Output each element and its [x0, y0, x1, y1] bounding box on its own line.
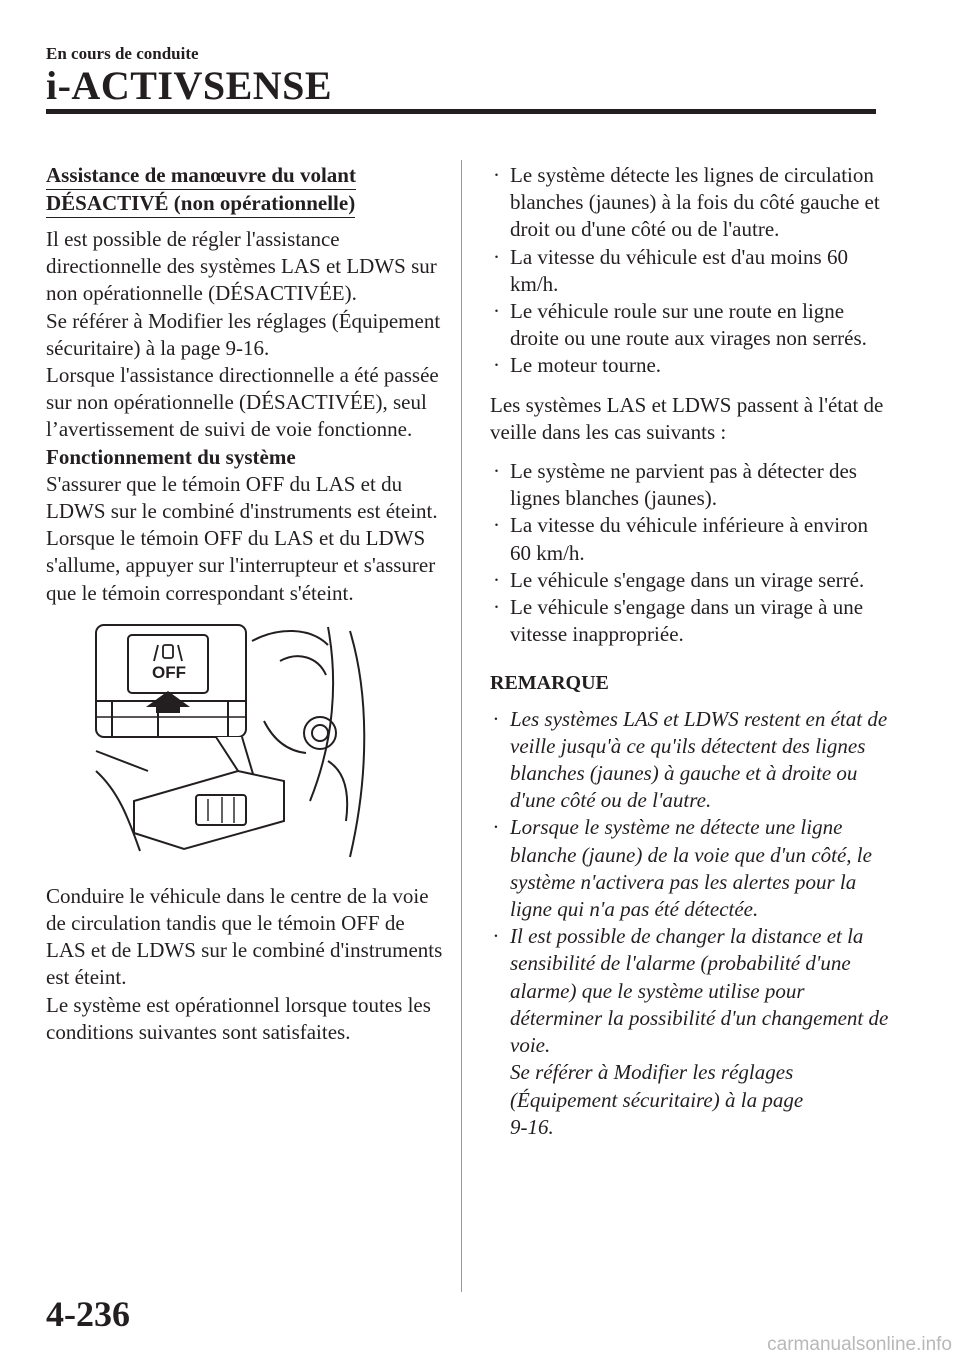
list-item: · Le véhicule s'engage dans un virage à une vitesse inappropriée.	[493, 595, 864, 647]
note-heading: REMARQUE	[490, 672, 609, 695]
paragraph: Conduire le véhicule dans le centre de la voie de circulation tandis que le témoin OFF de LAS et de LDWS sur le combiné d'instruments est éteint.	[46, 883, 443, 990]
paragraph: S'assurer que le témoin OFF du LAS et du LDWS sur le combiné d'instruments est éteint. Lorsque le témoin OFF du LAS et du LDWS s'allume, appuyer sur l'interrupteur et s'assurer que le témoin correspondant s'éteint.	[46, 471, 438, 605]
list-item: · Le véhicule roule sur une route en ligne droite ou une route aux virages non serrés.	[493, 299, 867, 351]
section-label: En cours de conduite	[46, 44, 199, 63]
right-column	[490, 162, 890, 1141]
list-item: · Le système détecte les lignes de circulation blanches (jaunes) à la fois du côté gauche et droit ou d'une côté ou de l'autre.	[493, 163, 880, 242]
list-item: · Il est possible de changer la distance et la sensibilité de l'alarme (probabilité d'une alarme) que le système utilise pour déterminer la possibilité d'un changement de voie. Se référer à Modifier les réglages (Équipement sécuritaire) à la page 9-16.	[490, 923, 890, 1141]
page-number: 4-236	[46, 1294, 130, 1334]
list-item: · La vitesse du véhicule inférieure à environ 60 km/h.	[493, 513, 869, 565]
note-reference: 9-16.	[510, 1114, 554, 1139]
note-list	[490, 706, 890, 1141]
paragraph: Se référer à Modifier les réglages (Équipement sécuritaire) à la page 9-16.	[46, 308, 441, 360]
note-reference: Se référer à Modifier les réglages	[510, 1060, 794, 1085]
standby-list	[490, 458, 890, 648]
section-heading: Fonctionnement du système	[46, 444, 296, 469]
paragraph: Le système est opérationnel lorsque toutes les conditions suivantes sont satisfaites.	[46, 992, 431, 1044]
paragraph: Il est possible de régler l'assistance directionnelle des systèmes LAS et LDWS sur non opérationnelle (DÉSACTIVÉE).	[46, 227, 437, 306]
list-item: · Lorsque le système ne détecte une ligne blanche (jaune) de la voie que d'un côté, le système n'activera pas les alertes pour la ligne qui n'a pas été détectée.	[493, 815, 872, 922]
off-label: OFF	[152, 662, 186, 682]
conditions-list	[490, 162, 890, 380]
column-divider	[461, 160, 462, 1292]
header-rule	[46, 109, 876, 114]
note-reference: (Équipement sécuritaire) à la page	[510, 1087, 804, 1112]
sub-heading-line-2: DÉSACTIVÉ (non opérationnelle)	[46, 190, 444, 218]
list-item: · Le système ne parvient pas à détecter des lignes blanches (jaunes).	[493, 459, 857, 511]
paragraph: Lorsque l'assistance directionnelle a été passée sur non opérationnelle (DÉSACTIVÉE), seul l’avertissement de suivi de voie fonctionne.	[46, 363, 439, 442]
list-item: · La vitesse du véhicule est d'au moins 60 km/h.	[493, 244, 848, 296]
page-title: i-ACTIVSENSE	[46, 63, 333, 108]
sub-heading-line-1: Assistance de manœuvre du volant	[46, 162, 444, 190]
steering-switch-illustration	[88, 621, 400, 869]
list-item: · Le moteur tourne.	[493, 353, 662, 378]
list-item: · Les systèmes LAS et LDWS restent en état de veille jusqu'à ce qu'ils détectent des lignes blanches (jaunes) à gauche et à droite ou d'une côté ou de l'autre.	[493, 706, 888, 813]
paragraph: Les systèmes LAS et LDWS passent à l'état de veille dans les cas suivants :	[490, 392, 884, 444]
watermark: carmanualsonline.info	[767, 1334, 952, 1355]
list-item: · Le véhicule s'engage dans un virage serré.	[493, 567, 865, 592]
left-column	[46, 162, 444, 1046]
